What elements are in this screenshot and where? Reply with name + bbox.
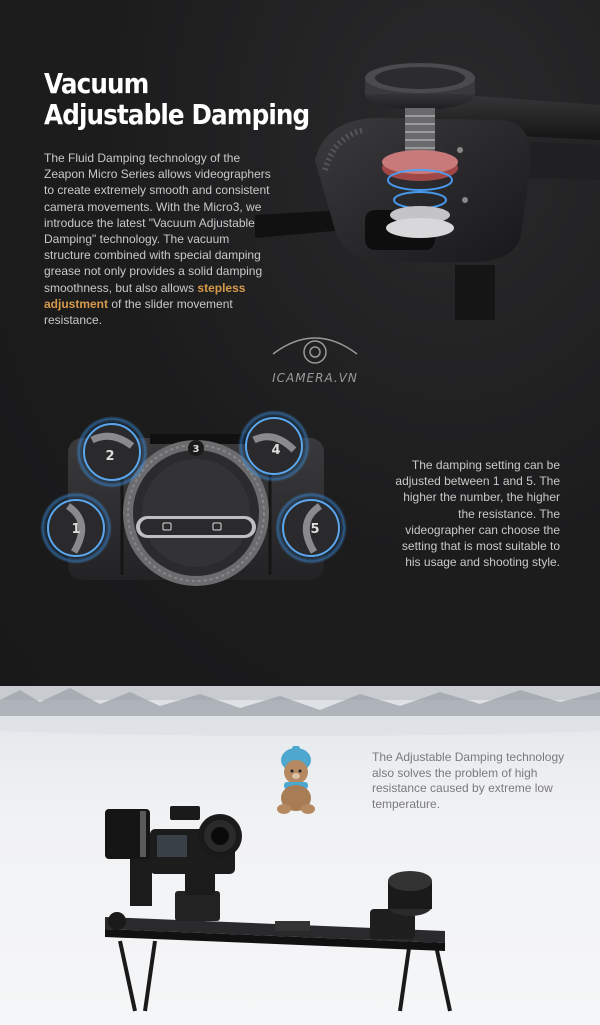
dial-number-2: 2 [105,449,115,464]
damping-dial-image [40,410,350,590]
low-temperature-description: The Adjustable Damping technology also solves the problem of high resistance caused by extreme low temperature. [372,750,565,811]
dial-number-3: 3 [192,444,200,455]
stepless-adjustment-highlight: stepless adjustment [44,280,246,311]
snow-trees-background [0,686,600,746]
snow-scene-section [0,686,600,1025]
dial-number-5: 5 [310,522,320,537]
icamera-watermark-logo [265,328,365,390]
dial-number-1: 1 [71,522,81,537]
intro-paragraph [44,150,274,328]
watermark-text: ICAMERA.VN [272,371,358,385]
title-line-2: Adjustable Damping [44,98,310,131]
damping-setting-description: The damping setting can be adjusted between 1 and 5. The higher the number, the higher the resistance. The videographer can choose the setting that is most suitable to his usage and shooting style. [395,458,560,570]
slider-damping-closeup-image [255,50,600,320]
title-line-1: Vacuum [44,67,149,100]
camera-slider-rig-image [95,801,455,1016]
dial-number-4: 4 [271,443,281,458]
intro-text-start: The Fluid Damping technology of the Zeapon Micro Series allows videographers to create extremely smooth and consistent camera movements. With the Micro3, we introduce the latest "Vacuum Adjustable Damping" technology. The vacuum structure combined with special damping grease not only provides a solid damping smoothness, but also allows [44,151,271,295]
intro-text-end: of the slider movement resistance. [44,296,233,328]
